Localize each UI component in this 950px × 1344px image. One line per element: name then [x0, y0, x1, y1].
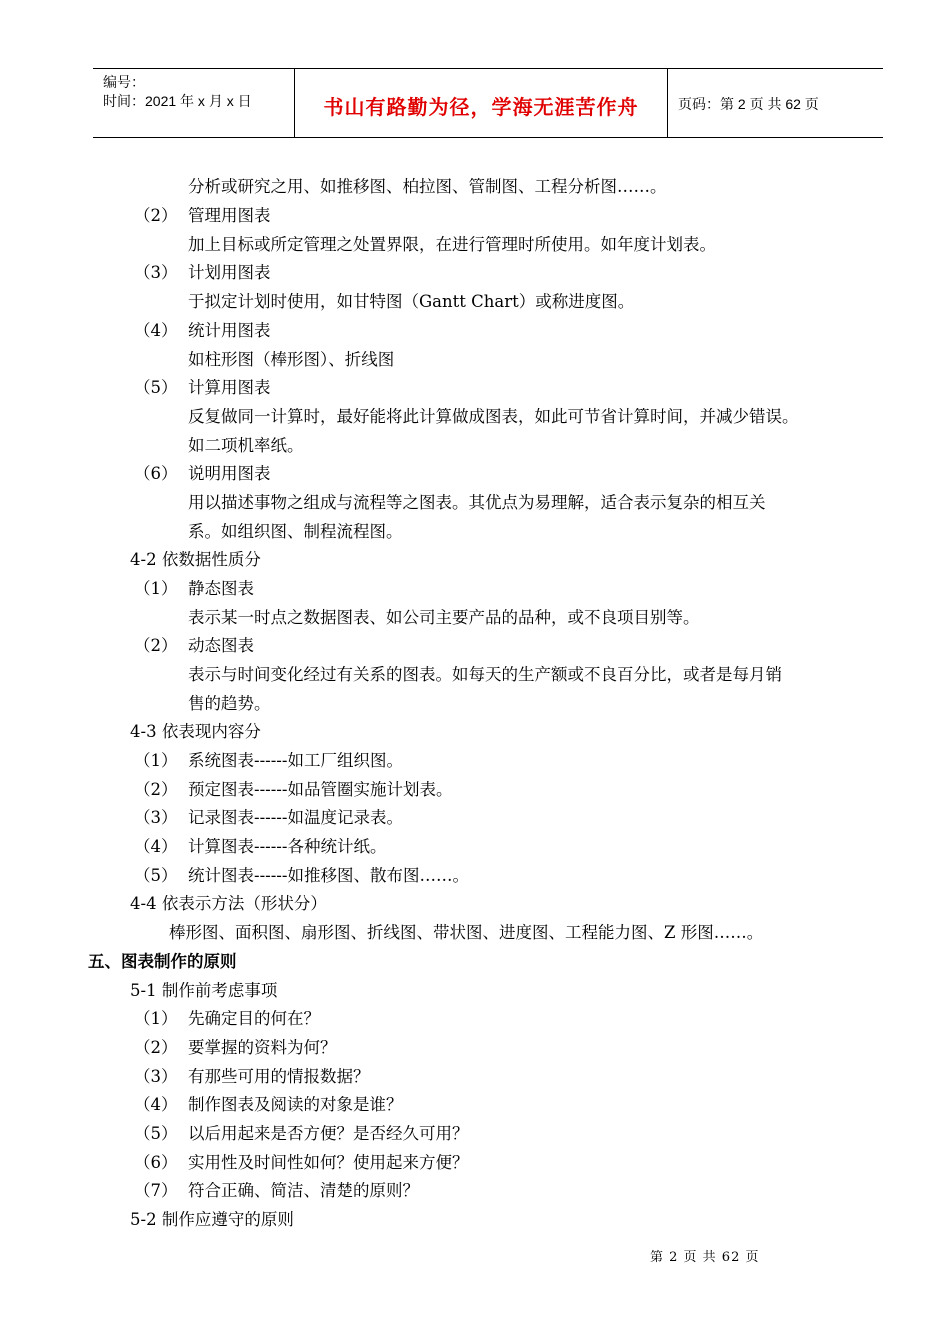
item-number: （5） [134, 1124, 178, 1143]
header-right-cell [668, 69, 883, 137]
header-left-cell [93, 69, 295, 137]
header-motto: 书山有路勤为径，学海无涯苦作舟 [323, 95, 639, 119]
list-item: 实用性及时间性如何？使用起来方便？ [188, 1153, 469, 1172]
item-number: （4） [134, 1095, 178, 1114]
body-line: 表示与时间变化经过有关系的图表。如每天的生产额或不良百分比，或者是每月销 [188, 665, 782, 684]
body-line: 加上目标或所定管理之处置界限，在进行管理时所使用。如年度计划表。 [188, 235, 716, 254]
section-subheading: 4-2 依数据性质分 [130, 550, 261, 569]
item-number: （2） [134, 1038, 178, 1057]
list-item: 制作图表及阅读的对象是谁？ [188, 1095, 403, 1114]
item-number: （2） [134, 780, 178, 799]
body-line: 于拟定计划时使用，如甘特图（Gantt Chart）或称进度图。 [188, 292, 635, 311]
page-footer: 第 2 页 共 62 页 [650, 1250, 760, 1265]
section-subheading: 5-1 制作前考虑事项 [130, 981, 278, 1000]
time-label: 时间：2021 年 x 月 x 日 [103, 93, 252, 109]
section-heading: 五、图表制作的原则 [88, 952, 237, 971]
item-heading: 计划用图表 [188, 263, 271, 282]
serial-number-label: 编号： [103, 74, 145, 90]
list-item: 统计图表------如推移图、散布图……。 [188, 866, 469, 885]
list-item: 先确定目的何在？ [188, 1009, 320, 1028]
body-line: 表示某一时点之数据图表、如公司主要产品的品种，或不良项目别等。 [188, 608, 700, 627]
item-number: （2） [134, 636, 178, 655]
body-line: 系。如组织图、制程流程图。 [188, 522, 403, 541]
item-number: （2） [134, 206, 178, 225]
body-line: 如二项机率纸。 [188, 436, 304, 455]
list-item: 符合正确、简洁、清楚的原则？ [188, 1181, 419, 1200]
item-number: （1） [134, 751, 178, 770]
item-heading: 计算用图表 [188, 378, 271, 397]
item-number: （3） [134, 808, 178, 827]
body-line: 售的趋势。 [188, 694, 271, 713]
item-number: （3） [134, 263, 178, 282]
header-motto-cell [295, 69, 668, 137]
list-item: 以后用起来是否方便？是否经久可用？ [188, 1124, 469, 1143]
list-item: 记录图表------如温度记录表。 [188, 808, 403, 827]
list-item: 系统图表------如工厂组织图。 [188, 751, 403, 770]
item-number: （1） [134, 579, 178, 598]
list-item: 有那些可用的情报数据？ [188, 1067, 370, 1086]
body-line: 用以描述事物之组成与流程等之图表。其优点为易理解，适合表示复杂的相互关 [188, 493, 766, 512]
section-subheading: 5-2 制作应遵守的原则 [130, 1210, 294, 1229]
body-line: 反复做同一计算时，最好能将此计算做成图表，如此可节省计算时间，并减少错误。 [188, 407, 799, 426]
header-page-info: 页码：第 2 页 共 62 页 [678, 96, 819, 112]
item-number: （1） [134, 1009, 178, 1028]
body-line: 如柱形图（棒形图）、折线图 [188, 350, 395, 369]
item-number: （4） [134, 321, 178, 340]
item-heading: 说明用图表 [188, 464, 271, 483]
item-number: （7） [134, 1181, 178, 1200]
list-item: 预定图表------如品管圈实施计划表。 [188, 780, 453, 799]
item-number: （5） [134, 378, 178, 397]
list-item: 要掌握的资料为何？ [188, 1038, 337, 1057]
item-number: （4） [134, 837, 178, 856]
section-subheading: 4-3 依表现内容分 [130, 722, 261, 741]
item-number: （6） [134, 1153, 178, 1172]
page-header [93, 68, 883, 138]
item-number: （6） [134, 464, 178, 483]
list-item: 计算图表------各种统计纸。 [188, 837, 387, 856]
item-heading: 统计用图表 [188, 321, 271, 340]
section-subheading: 4-4 依表示方法（形状分） [130, 894, 327, 913]
item-heading: 管理用图表 [188, 206, 271, 225]
body-line: 分析或研究之用、如推移图、柏拉图、管制图、工程分析图……。 [188, 177, 667, 196]
item-heading: 静态图表 [188, 579, 254, 598]
item-number: （5） [134, 866, 178, 885]
item-number: （3） [134, 1067, 178, 1086]
body-line: 棒形图、面积图、扇形图、折线图、带状图、进度图、工程能力图、Z 形图……。 [169, 923, 764, 942]
item-heading: 动态图表 [188, 636, 254, 655]
